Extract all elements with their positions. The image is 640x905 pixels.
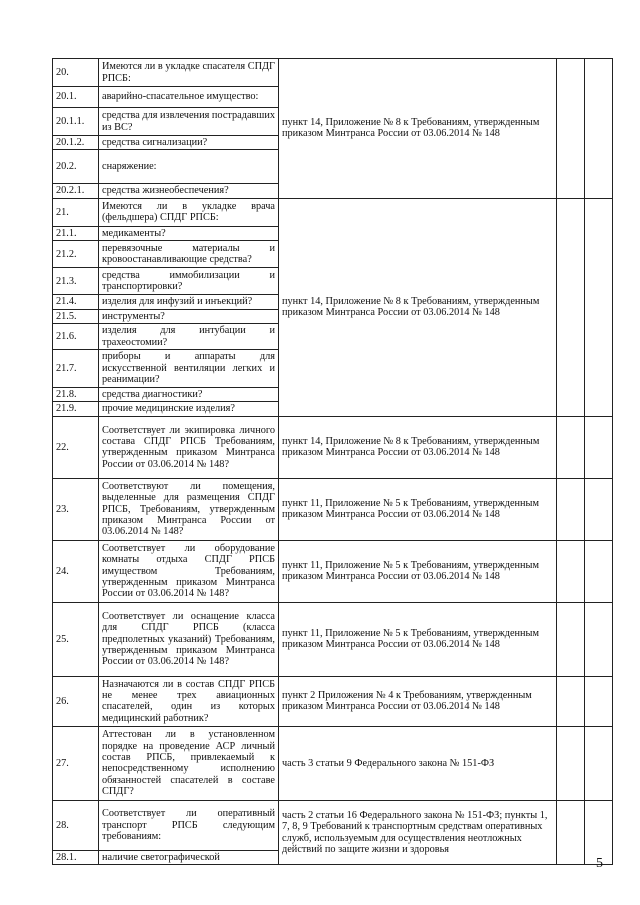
- item-number: 20.1.: [53, 87, 99, 108]
- question-text: Имеются ли в укладке врача (фельдшера) СПДГ РПСБ:: [99, 198, 279, 226]
- item-number: 25.: [53, 602, 99, 676]
- item-number: 26.: [53, 676, 99, 726]
- answer-no-cell[interactable]: [585, 602, 613, 676]
- page-number: 5: [596, 856, 603, 871]
- table-row: [53, 676, 613, 726]
- checklist-table: [52, 58, 613, 865]
- question-text: снаряжение:: [99, 150, 279, 184]
- legal-reference: часть 2 статьи 16 Федерального закона № 151-ФЗ; пункты 1, 7, 8, 9 Требований к транспортным средствам оперативных служб, используемым для осуществления неотложных действий по защите жизни и здоровья: [279, 800, 557, 864]
- question-text: инструменты?: [99, 309, 279, 323]
- answer-yes-cell[interactable]: [557, 478, 585, 540]
- answer-no-cell[interactable]: [585, 416, 613, 478]
- legal-reference: пункт 14, Приложение № 8 к Требованиям, утвержденным приказом Минтранса России от 03.06.2014 № 148: [279, 59, 557, 199]
- answer-no-cell[interactable]: [585, 59, 613, 199]
- item-number: 21.8.: [53, 388, 99, 402]
- question-text: средства для извлечения пострадавших из ВС?: [99, 108, 279, 136]
- question-text: средства сигнализации?: [99, 136, 279, 150]
- answer-yes-cell[interactable]: [557, 602, 585, 676]
- table-row: [53, 198, 613, 226]
- item-number: 21.4.: [53, 295, 99, 309]
- legal-reference: часть 3 статьи 9 Федерального закона № 151-ФЗ: [279, 726, 557, 800]
- table-row: [53, 602, 613, 676]
- item-number: 28.1.: [53, 850, 99, 864]
- item-number: 21.7.: [53, 350, 99, 388]
- question-text: изделия для инфузий и инъекций?: [99, 295, 279, 309]
- table-row: [53, 800, 613, 850]
- answer-yes-cell[interactable]: [557, 676, 585, 726]
- question-text: Соответствует ли оперативный транспорт РПСБ следующим требованиям:: [99, 800, 279, 850]
- question-text: перевязочные материалы и кровоостанавливающие средства?: [99, 241, 279, 268]
- answer-no-cell[interactable]: [585, 676, 613, 726]
- question-text: Соответствует ли экипировка личного состава СПДГ РПСБ Требованиям, утвержденным приказом Минтранса России от 03.06.2014 № 148?: [99, 416, 279, 478]
- question-text: медикаменты?: [99, 226, 279, 240]
- table-row: [53, 59, 613, 87]
- question-text: средства диагностики?: [99, 388, 279, 402]
- table-row: [53, 478, 613, 540]
- item-number: 28.: [53, 800, 99, 850]
- question-text: Соответствует ли оборудование комнаты отдыха СПДГ РПСБ имуществом Требованиям, утвержденным приказом Минтранса России от 03.06.2014 № 148?: [99, 540, 279, 602]
- item-number: 20.1.1.: [53, 108, 99, 136]
- answer-no-cell[interactable]: [585, 478, 613, 540]
- answer-yes-cell[interactable]: [557, 416, 585, 478]
- question-text: прочие медицинские изделия?: [99, 402, 279, 416]
- table-row: [53, 726, 613, 800]
- answer-no-cell[interactable]: [585, 726, 613, 800]
- answer-yes-cell[interactable]: [557, 59, 585, 199]
- answer-no-cell[interactable]: [585, 198, 613, 416]
- answer-yes-cell[interactable]: [557, 198, 585, 416]
- item-number: 20.2.1.: [53, 184, 99, 198]
- item-number: 20.1.2.: [53, 136, 99, 150]
- item-number: 20.: [53, 59, 99, 87]
- question-text: средства иммобилизации и транспортировки?: [99, 268, 279, 295]
- table-row: [53, 416, 613, 478]
- legal-reference: пункт 2 Приложения № 4 к Требованиям, утвержденным приказом Минтранса России от 03.06.2014 № 148: [279, 676, 557, 726]
- table-row: [53, 540, 613, 602]
- question-text: Соответствуют ли помещения, выделенные для размещения СПДГ РПСБ, Требованиям, утвержденным приказом Минтранса России от 03.06.2014 № 148?: [99, 478, 279, 540]
- answer-yes-cell[interactable]: [557, 800, 585, 864]
- question-text: Имеются ли в укладке спасателя СПДГ РПСБ:: [99, 59, 279, 87]
- legal-reference: пункт 11, Приложение № 5 к Требованиям, утвержденным приказом Минтранса России от 03.06.2014 № 148: [279, 540, 557, 602]
- legal-reference: пункт 11, Приложение № 5 к Требованиям, утвержденным приказом Минтранса России от 03.06.2014 № 148: [279, 478, 557, 540]
- legal-reference: пункт 14, Приложение № 8 к Требованиям, утвержденным приказом Минтранса России от 03.06.2014 № 148: [279, 198, 557, 416]
- question-text: приборы и аппараты для искусственной вентиляции легких и реанимации?: [99, 350, 279, 388]
- item-number: 21.6.: [53, 324, 99, 350]
- item-number: 21.3.: [53, 268, 99, 295]
- question-text: Соответствует ли оснащение класса для СПДГ РПСБ (класса предполетных указаний) Требованиям, утвержденным приказом Минтранса России от 03.06.2014 № 148?: [99, 602, 279, 676]
- item-number: 20.2.: [53, 150, 99, 184]
- item-number: 24.: [53, 540, 99, 602]
- legal-reference: пункт 14, Приложение № 8 к Требованиям, утвержденным приказом Минтранса России от 03.06.2014 № 148: [279, 416, 557, 478]
- item-number: 21.5.: [53, 309, 99, 323]
- item-number: 27.: [53, 726, 99, 800]
- question-text: Аттестован ли в установленном порядке на проведение АСР личный состав РПСБ, привлекаемый к непосредственному исполнению обязанностей спасателей в составе СПДГ?: [99, 726, 279, 800]
- item-number: 21.1.: [53, 226, 99, 240]
- item-number: 21.9.: [53, 402, 99, 416]
- item-number: 22.: [53, 416, 99, 478]
- legal-reference: пункт 11, Приложение № 5 к Требованиям, утвержденным приказом Минтранса России от 03.06.2014 № 148: [279, 602, 557, 676]
- item-number: 23.: [53, 478, 99, 540]
- question-text: наличие светографической: [99, 850, 279, 864]
- answer-yes-cell[interactable]: [557, 540, 585, 602]
- question-text: средства жизнеобеспечения?: [99, 184, 279, 198]
- answer-no-cell[interactable]: [585, 540, 613, 602]
- answer-yes-cell[interactable]: [557, 726, 585, 800]
- question-text: изделия для интубации и трахеостомии?: [99, 324, 279, 350]
- item-number: 21.: [53, 198, 99, 226]
- item-number: 21.2.: [53, 241, 99, 268]
- question-text: Назначаются ли в состав СПДГ РПСБ не менее трех авиационных спасателей, один из которых медицинский работник?: [99, 676, 279, 726]
- question-text: аварийно-спасательное имущество:: [99, 87, 279, 108]
